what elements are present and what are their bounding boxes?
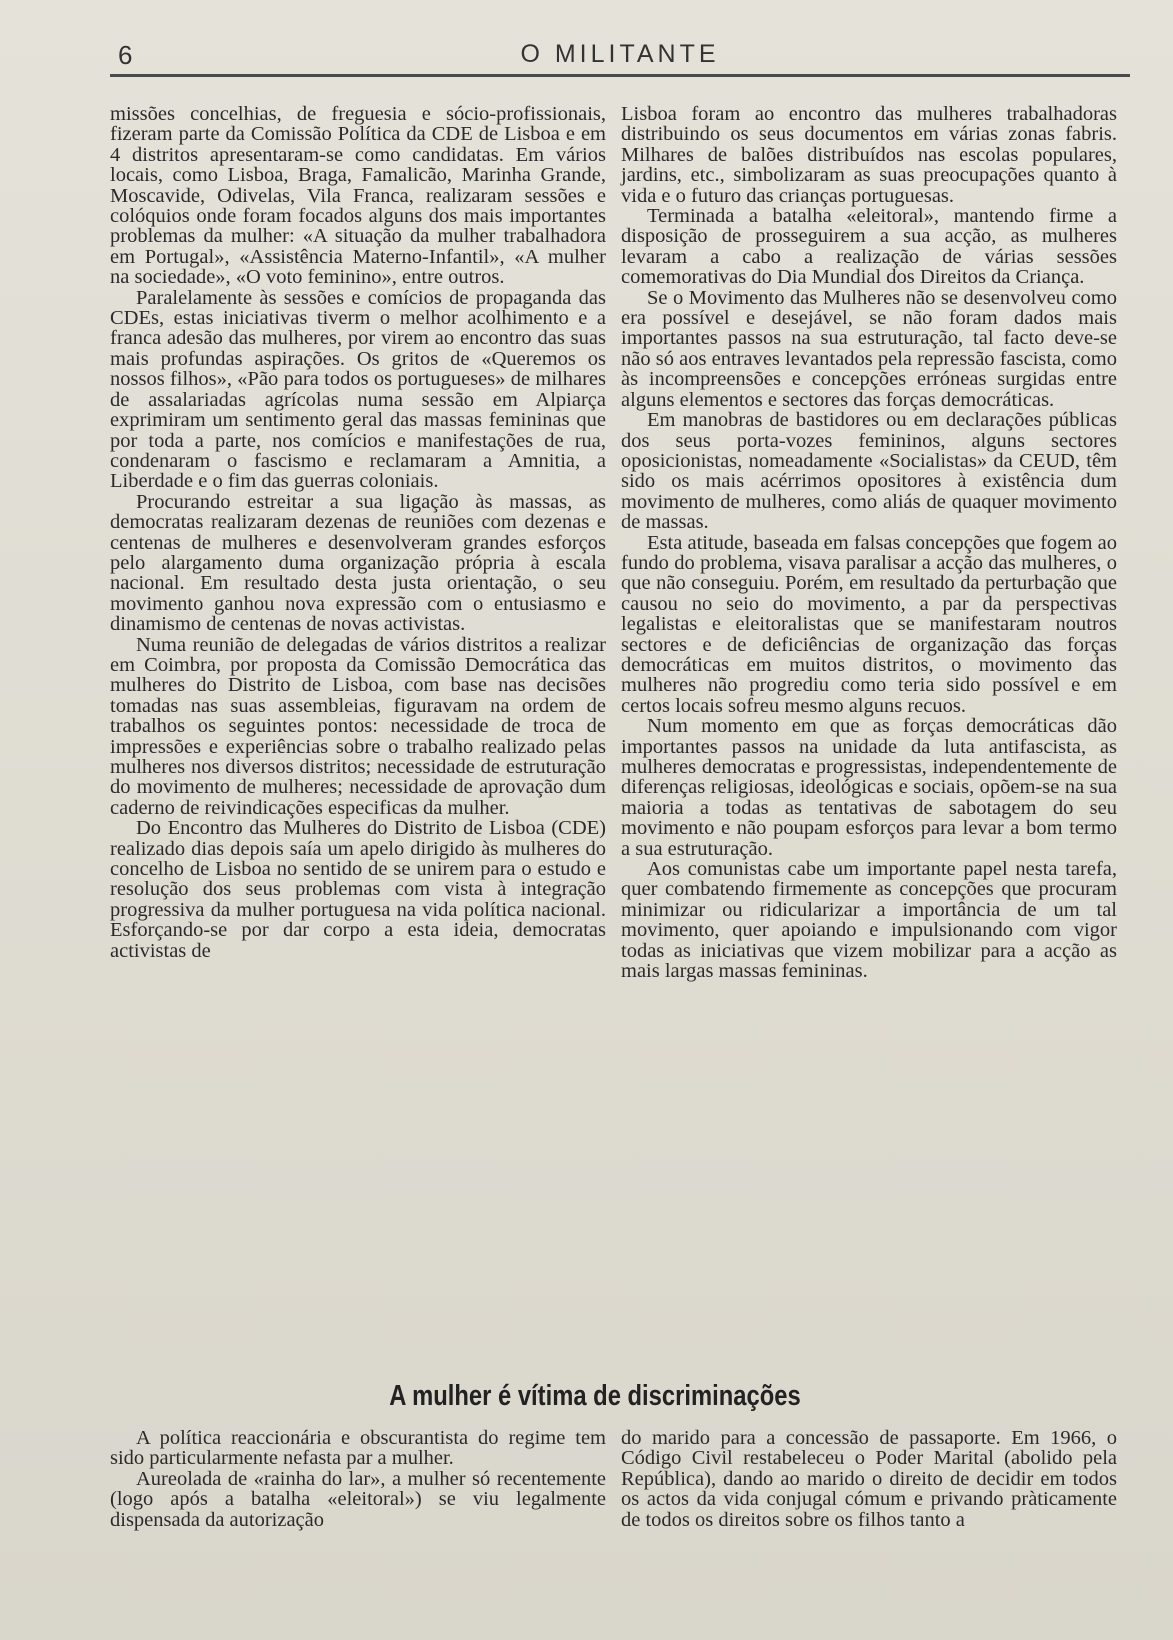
paragraph: Aos comunistas cabe um importante papel nesta tarefa, quer combatendo firmemente as concepções que procuram minimizar ou ridicularizar a importância de um tal movimento, quer apoiando e impulsionando com vigor todas as iniciativas que vizem mobilizar para a acção as mais largas massas femininas. xyxy=(621,858,1117,983)
paragraph: Paralelamente às sessões e comícios de propaganda das CDEs, estas iniciativas tiverm o melhor acolhimento e a franca adesão das mulheres, por virem ao encontro das suas mais profundas aspirações. Os gritos de «Queremos os nossos filhos», «Pão para todos os portugueses» de milhares de assalariadas agrícolas numa sessão em Alpiarça exprimiram um sentimento geral das massas femininas que por toda a parte, nos comícios e manifestações de rua, condenaram o fascismo e reclamaram a Amnitia, a Liberdade e o fim das guerras coloniais. xyxy=(110,286,606,493)
page-number: 6 xyxy=(118,40,133,70)
section-heading: A mulher é vítima de discriminações xyxy=(389,1380,801,1412)
paragraph: Numa reunião de delegadas de vários distritos a realizar em Coimbra, por proposta da Comissão Democrática das mulheres do Distrito de Lisboa, com base nas decisões tomadas nas suas assembleias, figuravam na ordem de trabalhos os seguintes pontos: necessidade de troca de impressões e experiências sobre o trabalho realizado pelas mulheres nos diversos distritos; necessidade de estruturação do movimento de mulheres; necessidade de aprovação dum caderno de reivindicações especificas da mulher. xyxy=(110,633,606,819)
paragraph: do marido para a concessão de passaporte. Em 1966, o Código Civil restabeleceu o Poder Marital (abolido pela República), dando ao marido o direito de decidir em todos os actos da vida conjugal cómum e privando pràticamente de todos os direitos sobre os filhos tanto a xyxy=(621,1427,1117,1531)
paragraph: Em manobras de bastidores ou em declarações públicas dos seus porta-vozes femininos, alguns sectores oposicionistas, nomeadamente «Socialistas» da CEUD, têm sido os mais acérrimos opositores à existência dum movimento de mulheres, como aliás de quaquer movimento de massas. xyxy=(621,409,1117,534)
paragraph: Num momento em que as forças democráticas dão importantes passos na unidade da luta antifascista, as mulheres democratas e progressistas, independentemente de diferenças religiosas, ideológicas e sociais, opõem-se na sua maioria a todas as tentativas de sabotagem do seu movimento e não poupam esforços para levar a bom termo a sua estruturação. xyxy=(621,715,1117,860)
masthead: O MILITANTE xyxy=(520,40,720,68)
paragraph: Lisboa foram ao encontro das mulheres trabalhadoras distribuindo os seus documentos em várias zonas fabris. Milhares de balões distribuídos nas escolas populares, jardins, etc., simbolizaram as suas preocupações quanto à vida e o futuro das crianças portuguesas. xyxy=(621,103,1117,207)
paragraph: A política reaccionária e obscurantista do regime tem sido particularmente nefasta par a mulher. xyxy=(110,1427,606,1470)
section-column-right xyxy=(621,1428,1117,1530)
page-header xyxy=(110,40,1130,76)
section-column-left xyxy=(110,1428,606,1530)
header-rule xyxy=(110,74,1130,77)
article-column-left xyxy=(110,104,606,961)
paragraph: Esta atitude, baseada em falsas concepções que fogem ao fundo do problema, visava paralisar a acção das mulheres, o que não conseguiu. Porém, em resultado da perturbação que causou no seio do movimento, a par da perspectivas legalistas e eleitoralistas que se manifestaram noutros sectores e de deficiências de organização das forças democráticas em muitos distritos, o movimento das mulheres não progrediu como teria sido possível e em certos locais sofreu mesmo alguns recuos. xyxy=(621,531,1117,717)
paragraph: Do Encontro das Mulheres do Distrito de Lisboa (CDE) realizado dias depois saía um apelo dirigido às mulheres do concelho de Lisboa no sentido de se unirem para o estudo e resolução dos seus problemas com vista à integração progressiva da mulher portuguesa na vida política nacional. Esforçando-se por dar corpo a esta ideia, democratas activistas de xyxy=(110,817,606,962)
paragraph: Terminada a batalha «eleitoral», mantendo firme a disposição de prosseguirem a sua acção, as mulheres levaram a cabo a realização de várias sessões comemorativas do Dia Mundial dos Direitos da Criança. xyxy=(621,205,1117,289)
paragraph: Aureolada de «rainha do lar», a mulher só recentemente (logo após a batalha «eleitoral») se viu legalmente dispensada da autorização xyxy=(110,1467,606,1531)
paragraph: missões concelhias, de freguesia e sócio-profissionais, fizeram parte da Comissão Política da CDE de Lisboa e em 4 distritos apresentaram-se como candidatas. Em vários locais, como Lisboa, Braga, Famalicão, Marinha Grande, Moscavide, Odivelas, Vila Franca, realizaram sessões e colóquios onde foram focados alguns dos mais importantes problemas da mulher: «A situação da mulher trabalhadora em Portugal», «Assistência Materno-Infantil», «A mulher na sociedade», «O voto feminino», entre outros. xyxy=(110,103,606,289)
paragraph: Se o Movimento das Mulheres não se desenvolveu como era possível e desejável, se não foram dados mais importantes passos na sua estruturação, tal facto deve-se não só aos entraves levantados pela repressão fascista, como às incompreensões e concepções erróneas surgidas entre alguns elementos e sectores das forças democráticas. xyxy=(621,286,1117,411)
paragraph: Procurando estreitar a sua ligação às massas, as democratas realizaram dezenas de reuniões com dezenas e centenas de mulheres e desenvolveram grandes esforços pelo alargamento duma organização própria à escala nacional. Em resultado desta justa orientação, o seu movimento ganhou nova expressão com o entusiasmo e dinamismo de centenas de novas activistas. xyxy=(110,490,606,636)
article-column-right xyxy=(621,104,1117,981)
